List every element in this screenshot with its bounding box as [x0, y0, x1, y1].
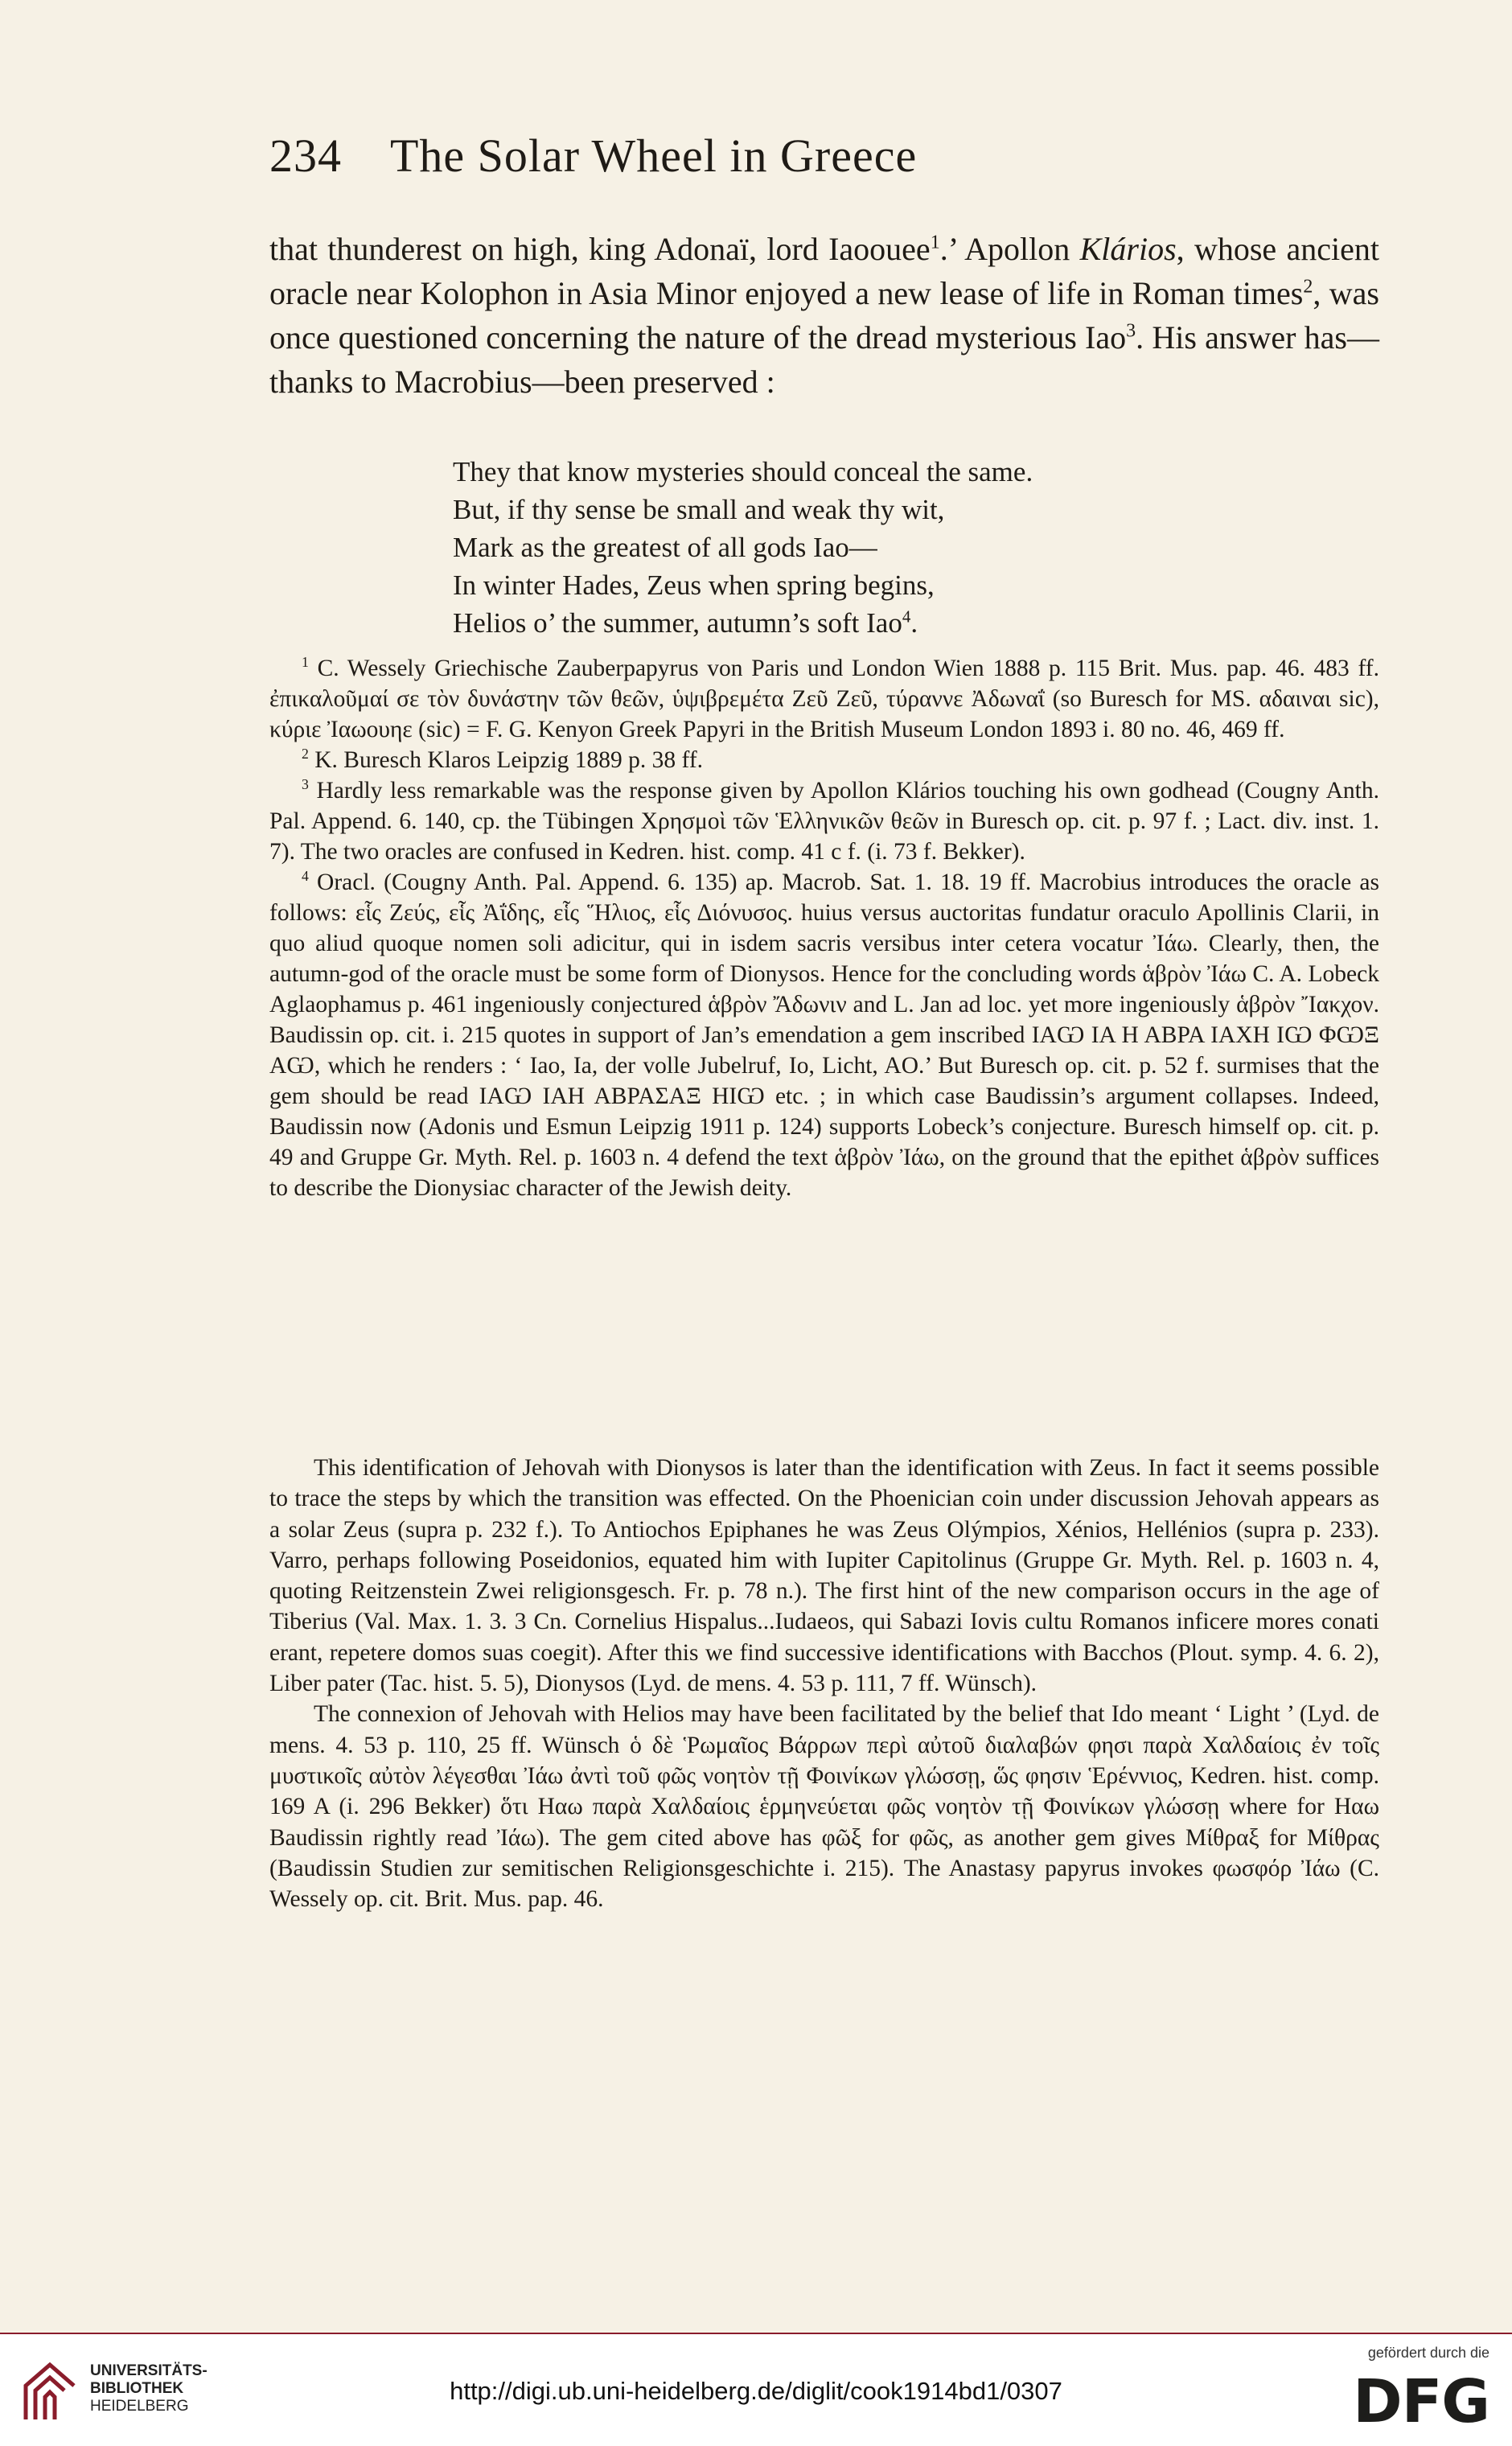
main-text-italic: Klários: [1079, 231, 1177, 267]
verse-line: Helios o’ the summer, autumn’s soft Iao$^4$.: [453, 606, 918, 639]
library-name-line: BIBLIOTHEK: [90, 2380, 184, 2397]
footnote-1: $^1$ C. Wessely Griechische Zauberpapyrus von Paris und London Wien 1888 p. 115 Brit. Mus. pap. 46. 483 ff. ἐπικαλοῦμαί σε τὸν δυνάστην τῶν θεῶν, ὑψιβρεμέτα Ζεῦ Ζεῦ, τύραννε Ἀδωναΐ (so Buresch for MS. αδαιναι sic), κύριε Ἰαωουηε (sic) = F. G. Kenyon Greek Papyri in the British Museum London 1893 i. 80 no. 46, 469 ff.: [269, 654, 1379, 742]
page-header: [269, 129, 1379, 183]
page-number: 234: [269, 129, 342, 182]
footnote-text: C. Wessely Griechische Zauberpapyrus von Paris und London Wien 1888 p. 115 Brit. Mus. pap. 46. 483 ff. ἐπικαλοῦμαί σε τὸν δυνάστην τῶν θεῶν, ὑψιβρεμέτα Ζεῦ Ζεῦ, τύραννε Ἀδωναΐ (so Buresch for MS. αδαιναι sic), κύριε Ἰαωουηε (sic) = F. G. Kenyon Greek Papyri in the British Museum London 1893 i. 80 no. 46, 469 ff.: [269, 656, 1379, 742]
footnote-ref: 1: [930, 232, 940, 253]
main-paragraph: [269, 227, 1379, 404]
continuation-paragraph: The connexion of Jehovah with Helios may have been facilitated by the belief that Ido meant ‘ Light ’ (Lyd. de mens. 4. 53 p. 110, 25 ff. Wünsch ὁ δὲ Ῥωμαῖος Βάρρων περὶ αὐτοῦ διαλαβών φησι παρὰ Χαλδαίοις ἐν τοῖς μυστικοῖς αὐτὸν λέγεσθαι Ἰάω ἀντὶ τοῦ φῶς νοητὸν τῇ Φοινίκων γλώσσῃ, ὥς φησιν Ἑρέννιος, Kedren. hist. comp. 169 A (i. 296 Bekker) ὅτι Ηαω παρὰ Χαλδαίοις ἑρμηνεύεται φῶς νοητὸν τῇ Φοινίκων γλώσσῃ where for Ηαω Baudissin rightly read Ἰάω). The gem cited above has φῶξ for φῶς, as another gem gives Μίθραξ for Μίθρας (Baudissin Studien zur semitischen Religionsgeschichte i. 215). The Anastasy papyrus invokes φωσφόρ Ἰάω (C. Wessely op. cit. Brit. Mus. pap. 46.: [269, 1701, 1379, 1913]
running-title: The Solar Wheel in Greece: [390, 129, 918, 182]
funded-by-label: gefördert durch die: [1367, 2345, 1489, 2361]
verse-line: Mark as the greatest of all gods Iao—: [453, 532, 877, 563]
main-text-part: . His answer has—thanks to Macrobius—been preserved :: [269, 319, 1379, 400]
main-text-part: that thunderest on high, king Adonaï, lord Iaoouee: [269, 231, 931, 267]
library-name-line: UNIVERSITÄTS-: [90, 2362, 207, 2379]
footnote-4: $^4$ Oracl. (Cougny Anth. Pal. Append. 6. 135) ap. Macrob. Sat. 1. 18. 19 ff. Macrobius introduces the oracle as follows: εἷς Ζεύς, εἷς Ἀΐδης, εἷς Ἥλιος, εἷς Διόνυσος. huius versus auctoritas fundatur oraculo Apollinis Clarii, in quo aliud quoque nomen soli adicitur, qui in isdem sacris versibus inter cetera vocatur Ἰάω. Clearly, then, the autumn-god of the oracle must be some form of Dionysos. Hence for the concluding words ἁβρὸν Ἰάω C. A. Lobeck Aglaophamus p. 461 ingeniously conjectured ἁβρὸν Ἄδωνιν and L. Jan ad loc. yet more ingeniously ἁβρὸν Ἴακχον. Baudissin op. cit. i. 215 quotes in support of Jan’s emendation a gem inscribed ΙΑѠ ΙΑ Η ΑΒΡΑ ΙΑΧΗ ΙѠ ΦѠΞ ΑѠ, which he renders : ‘ Iao, Ia, der volle Jubelruf, Io, Licht, AO.’ But Buresch op. cit. p. 52 f. surmises that the gem should be read ΙΑѠ ΙΑΗ ΑΒΡΑΣΑΞ ΗΙѠ etc. ; in which case Baudissin’s argument collapses. Indeed, Baudissin now (Adonis und Esmun Leipzig 1911 p. 124) supports Lobeck’s conjecture. Buresch himself op. cit. p. 49 and Gruppe Gr. Myth. Rel. p. 1603 n. 4 defend the text ἁβρὸν Ἰάω, on the ground that the epithet ἁβρὸν suffices to describe the Dionysiac character of the Jewish deity.: [269, 868, 1379, 1201]
continuation-paragraph: This identification of Jehovah with Dionysos is later than the identification with Zeus. In fact it seems possible to trace the steps by which the transition was effected. On the Phoenician coin under discussion Jehovah appears as a solar Zeus (supra p. 232 f.). To Antiochos Epiphanes he was Zeus Olýmpios, Xénios, Hellénios (supra p. 233). Varro, perhaps following Poseidonios, equated him with Iupiter Capitolinus (Gruppe Gr. Myth. Rel. p. 1603 n. 4, quoting Reitzenstein Zwei religionsgesch. Fr. p. 78 n.). The first hint of the new comparison occurs in the age of Tiberius (Val. Max. 1. 3. 3 Cn. Cornelius Hispalus...Iudaeos, qui Sabazi Iovis cultu Romanos inficere mores conati erant, repetere domos suas coegit). After this we find successive identifications with Bacchos (Plout. symp. 4. 6. 2), Liber pater (Tac. hist. 5. 5), Dionysos (Lyd. de mens. 4. 53 p. 111, 7 ff. Wünsch).: [269, 1455, 1379, 1697]
verse-line: But, if thy sense be small and weak thy wit,: [453, 494, 945, 525]
dfg-logo: DFG: [1353, 2367, 1489, 2436]
footnote-text: Oracl. (Cougny Anth. Pal. Append. 6. 135) ap. Macrob. Sat. 1. 18. 19 ff. Macrobius introduces the oracle as follows: εἷς Ζεύς, εἷς Ἀΐδης, εἷς Ἥλιος, εἷς Διόνυσος. huius versus auctoritas fundatur oraculo Apollinis Clarii, in quo aliud quoque nomen soli adicitur, qui in isdem sacris versibus inter cetera vocatur Ἰάω. Clearly, then, the autumn-god of the oracle must be some form of Dionysos. Hence for the concluding words ἁβρὸν Ἰάω C. A. Lobeck Aglaophamus p. 461 ingeniously conjectured ἁβρὸν Ἄδωνιν and L. Jan ad loc. yet more ingeniously ἁβρὸν Ἴακχον. Baudissin op. cit. i. 215 quotes in support of Jan’s emendation a gem inscribed ΙΑѠ ΙΑ Η ΑΒΡΑ ΙΑΧΗ ΙѠ ΦѠΞ ΑѠ, which he renders : ‘ Iao, Ia, der volle Jubelruf, Io, Licht, AO.’ But Buresch op. cit. p. 52 f. surmises that the gem should be read ΙΑѠ ΙΑΗ ΑΒΡΑΣΑΞ ΗΙѠ etc. ; in which case Baudissin’s argument collapses. Indeed, Baudissin now (Adonis und Esmun Leipzig 1911 p. 124) supports Lobeck’s conjecture. Buresch himself op. cit. p. 49 and Gruppe Gr. Myth. Rel. p. 1603 n. 4 defend the text ἁβρὸν Ἰάω, on the ground that the epithet ἁβρὸν suffices to describe the Dionysiac character of the Jewish deity.: [269, 869, 1379, 1201]
footnote-text: Hardly less remarkable was the response given by Apollon Klários touching his own godhead (Cougny Anth. Pal. Append. 6. 140, cp. the Tübingen Χρησμοὶ τῶν Ἑλληνικῶν θεῶν in Buresch op. cit. p. 97 f. ; Lact. div. inst. 1. 7). The two oracles are confused in Kedren. hist. comp. 41 c f. (i. 73 f. Bekker).: [269, 778, 1380, 865]
footnote-3: $^3$ Hardly less remarkable was the response given by Apollon Klários touching his own godhead (Cougny Anth. Pal. Append. 6. 140, cp. the Tübingen Χρησμοὶ τῶν Ἑλληνικῶν θεῶν in Buresch op. cit. p. 97 f. ; Lact. div. inst. 1. 7). The two oracles are confused in Kedren. hist. comp. 41 c f. (i. 73 f. Bekker).: [269, 776, 1380, 865]
main-text-part: .’ Apollon: [939, 231, 1080, 267]
verse-line: In winter Hades, Zeus when spring begins,: [453, 569, 935, 601]
footnote-2: $^2$ K. Buresch Klaros Leipzig 1889 p. 38 ff.: [302, 746, 704, 773]
footnote-ref: 3: [1126, 320, 1136, 342]
verse-line: They that know mysteries should conceal the same.: [453, 456, 1033, 487]
main-text-part: , was once questioned concerning the nature of the dread mysterious Iao: [269, 275, 1379, 356]
permalink-url[interactable]: http://digi.ub.uni-heidelberg.de/diglit/cook1914bd1/0307: [450, 2377, 1062, 2405]
oracle-verse: [453, 453, 1257, 642]
verse-line-text: Helios o’ the summer, autumn’s soft Iao: [453, 607, 902, 639]
footnote-ref: 2: [1303, 276, 1313, 298]
footnote-ref: 4: [902, 606, 911, 627]
footnote-continuation: [269, 1453, 1379, 1914]
library-name-line: HEIDELBERG: [90, 2398, 189, 2415]
main-text-part: , whose ancient oracle near Kolophon in Asia Minor enjoyed a new lease of life in Roman times: [269, 231, 1380, 311]
footnotes: [269, 653, 1379, 1203]
footnote-text: K. Buresch Klaros Leipzig 1889 p. 38 ff.: [314, 747, 704, 773]
